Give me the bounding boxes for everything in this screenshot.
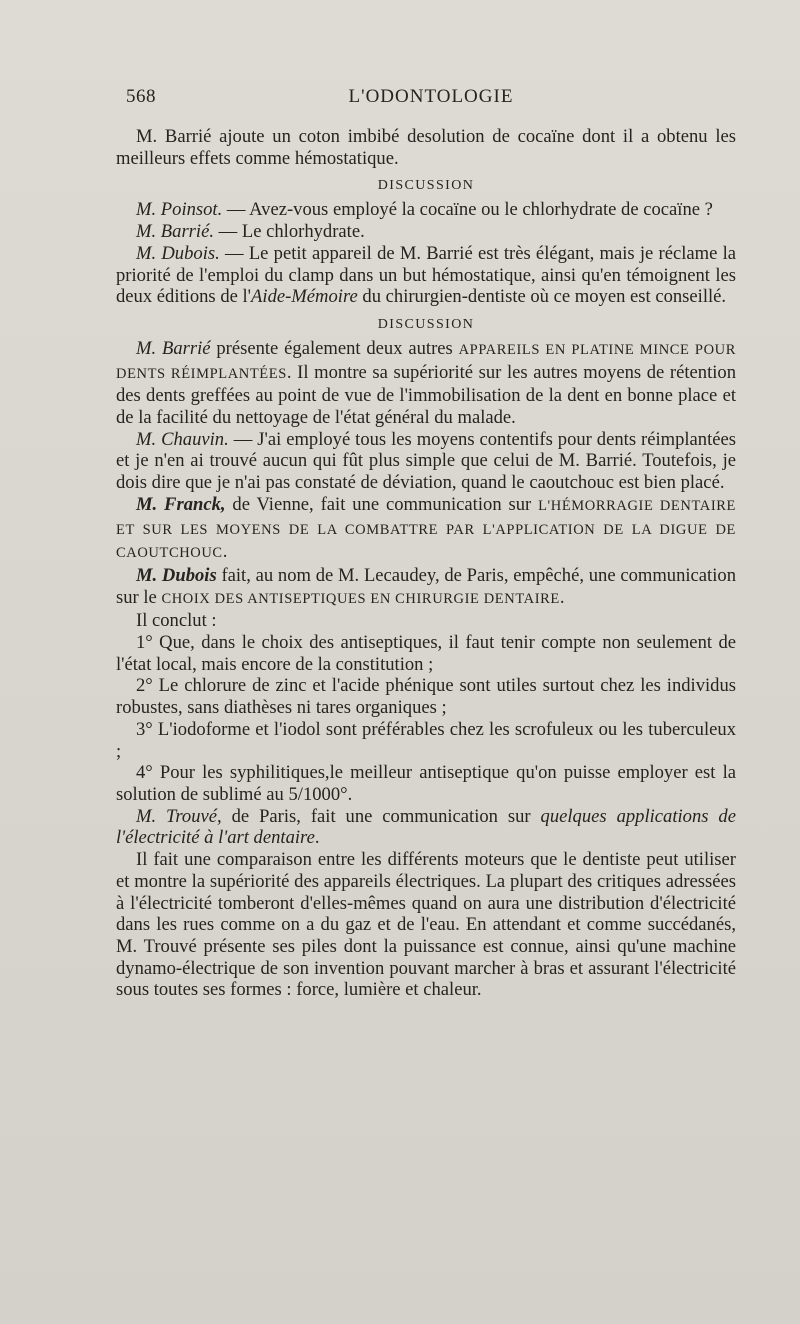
speaker-dubois-2: M. Dubois xyxy=(136,564,217,586)
paragraph-barrie-reply xyxy=(116,221,736,243)
paragraph-dubois-1 xyxy=(116,243,736,308)
paragraph-chauvin xyxy=(116,429,736,494)
discussion-heading-1: DISCUSSION xyxy=(377,178,475,194)
franck-text-a: de Vienne, fait une communication sur xyxy=(225,493,539,515)
smallcaps-appareils: APPAREILS EN PLATINE MINCE POUR DENTS RÉIMPLANTÉES xyxy=(116,341,736,382)
paragraph-barrie-presente xyxy=(116,338,736,429)
chauvin-text: — J'ai employé tous les moyens contentifs pour dents réimplantées et je n'en ai trouvé aucun qui fût plus simple que celui de M. Barrié. Toutefois, je dois dire que je n'ai pas constaté de déviation, quand le caoutchouc est bien placé. xyxy=(116,428,736,494)
trouve-text-b: . xyxy=(314,827,320,849)
smallcaps-hemorragie: L'HÉMORRAGIE DENTAIRE ET SUR LES MOYENS DE LA COMBATTRE PAR L'APPLICATION DE LA DIGUE DE CAOUTCHOUC xyxy=(116,497,736,562)
smallcaps-choix-antiseptiques: CHOIX DES ANTISEPTIQUES EN CHIRURGIE DENTAIRE xyxy=(161,590,560,607)
body-text xyxy=(116,126,736,1001)
paragraph-intro xyxy=(116,126,736,169)
dubois-text-a: — Le petit appareil de M. Barrié est très élégant, mais je réclame la priorité de l'emploi du clamp dans un but hémostatique, ainsi qu'en témoignent les deux éditions de l' xyxy=(116,242,737,308)
conclusion-item-4: 4° Pour les syphilitiques,le meilleur antiseptique qu'on puisse employer est la solution de sublimé au 5/1000°. xyxy=(116,762,736,805)
barrie-presente-text-b: . Il montre sa supériorité sur les autres moyens de rétention des dents greffées au point de vue de l'immobilisation de la dent en bonne place et de la facilité du nettoyage de l'état général du malade. xyxy=(116,361,736,429)
paragraph-franck xyxy=(116,494,736,565)
speaker-barrie: M. Barrié. xyxy=(136,221,214,243)
paragraph-final xyxy=(116,849,736,1001)
trouve-text-a: de Paris, fait une communication sur xyxy=(221,805,541,827)
poinsot-text: — Avez-vous employé la cocaïne ou le chlorhydrate de cocaïne ? xyxy=(222,199,713,221)
conclusion-item-3: 3° L'iodoforme et l'iodol sont préférables chez les scrofuleux ou les tuberculeux ; xyxy=(116,718,736,762)
speaker-barrie-2: M. Barrié xyxy=(136,337,211,359)
speaker-dubois: M. Dubois. xyxy=(136,242,220,264)
speaker-trouve: M. Trouvé, xyxy=(136,805,222,827)
intro-text: M. Barrié ajoute un coton imbibé desolution de cocaïne dont il a obtenu les meilleurs effets comme hémostatique. xyxy=(116,126,736,169)
page-header xyxy=(126,86,736,112)
page-number: 568 xyxy=(126,86,156,107)
barrie-presente-text-a: présente également deux autres xyxy=(210,337,459,359)
running-title: L'ODONTOLOGIE xyxy=(348,86,514,107)
paragraph-conclusion-intro xyxy=(116,610,736,632)
franck-text-b: . xyxy=(222,541,228,563)
dubois-2-text-b: . xyxy=(559,586,565,608)
paragraph-poinsot xyxy=(116,199,736,221)
barrie-reply-text: — Le chlorhydrate. xyxy=(213,221,365,243)
italic-title-electricite: quelques applications de l'électricité à l'art dentaire xyxy=(116,805,736,849)
conclusion-item-1: 1° Que, dans le choix des antiseptiques, il faut tenir compte non seulement de l'état local, mais encore de la constitution ; xyxy=(116,632,736,675)
dubois-text-b: du chirurgien-dentiste où ce moyen est conseillé. xyxy=(357,286,727,308)
speaker-poinsot: M. Poinsot. xyxy=(136,199,223,221)
final-text: Il fait une comparaison entre les différents moteurs que le dentiste peut utiliser et montre la supériorité des appareils électriques. La plupart des critiques adressées à l'électricité tomberont d'elles-mêmes quand on aura une distribution d'électricité dans les rues comme on a du gaz et de l'eau. En attendant et comme succédanés, M. Trouvé présente ses piles dont la puissance est connue, ainsi qu'une machine dynamo-électrique de son invention pouvant marcher à bras et assurant l'électricité sous toutes ses formes : force, lumière et chaleur. xyxy=(116,849,736,1001)
book-title-aide-memoire: Aide-Mémoire xyxy=(251,286,358,308)
discussion-heading-2: DISCUSSION xyxy=(377,316,475,332)
speaker-franck: M. Franck, xyxy=(136,493,226,515)
paragraph-trouve xyxy=(116,806,736,849)
conclusion-intro-text: Il conclut : xyxy=(136,610,217,632)
paragraph-dubois-2 xyxy=(116,565,736,610)
dubois-2-text-a: fait, au nom de M. Lecaudey, de Paris, empêché, une communication sur le xyxy=(116,564,736,608)
conclusion-item-2: 2° Le chlorure de zinc et l'acide phénique sont utiles surtout chez les individus robustes, sans diathèses ni tares organiques ; xyxy=(116,675,736,719)
speaker-chauvin: M. Chauvin. xyxy=(136,428,229,450)
